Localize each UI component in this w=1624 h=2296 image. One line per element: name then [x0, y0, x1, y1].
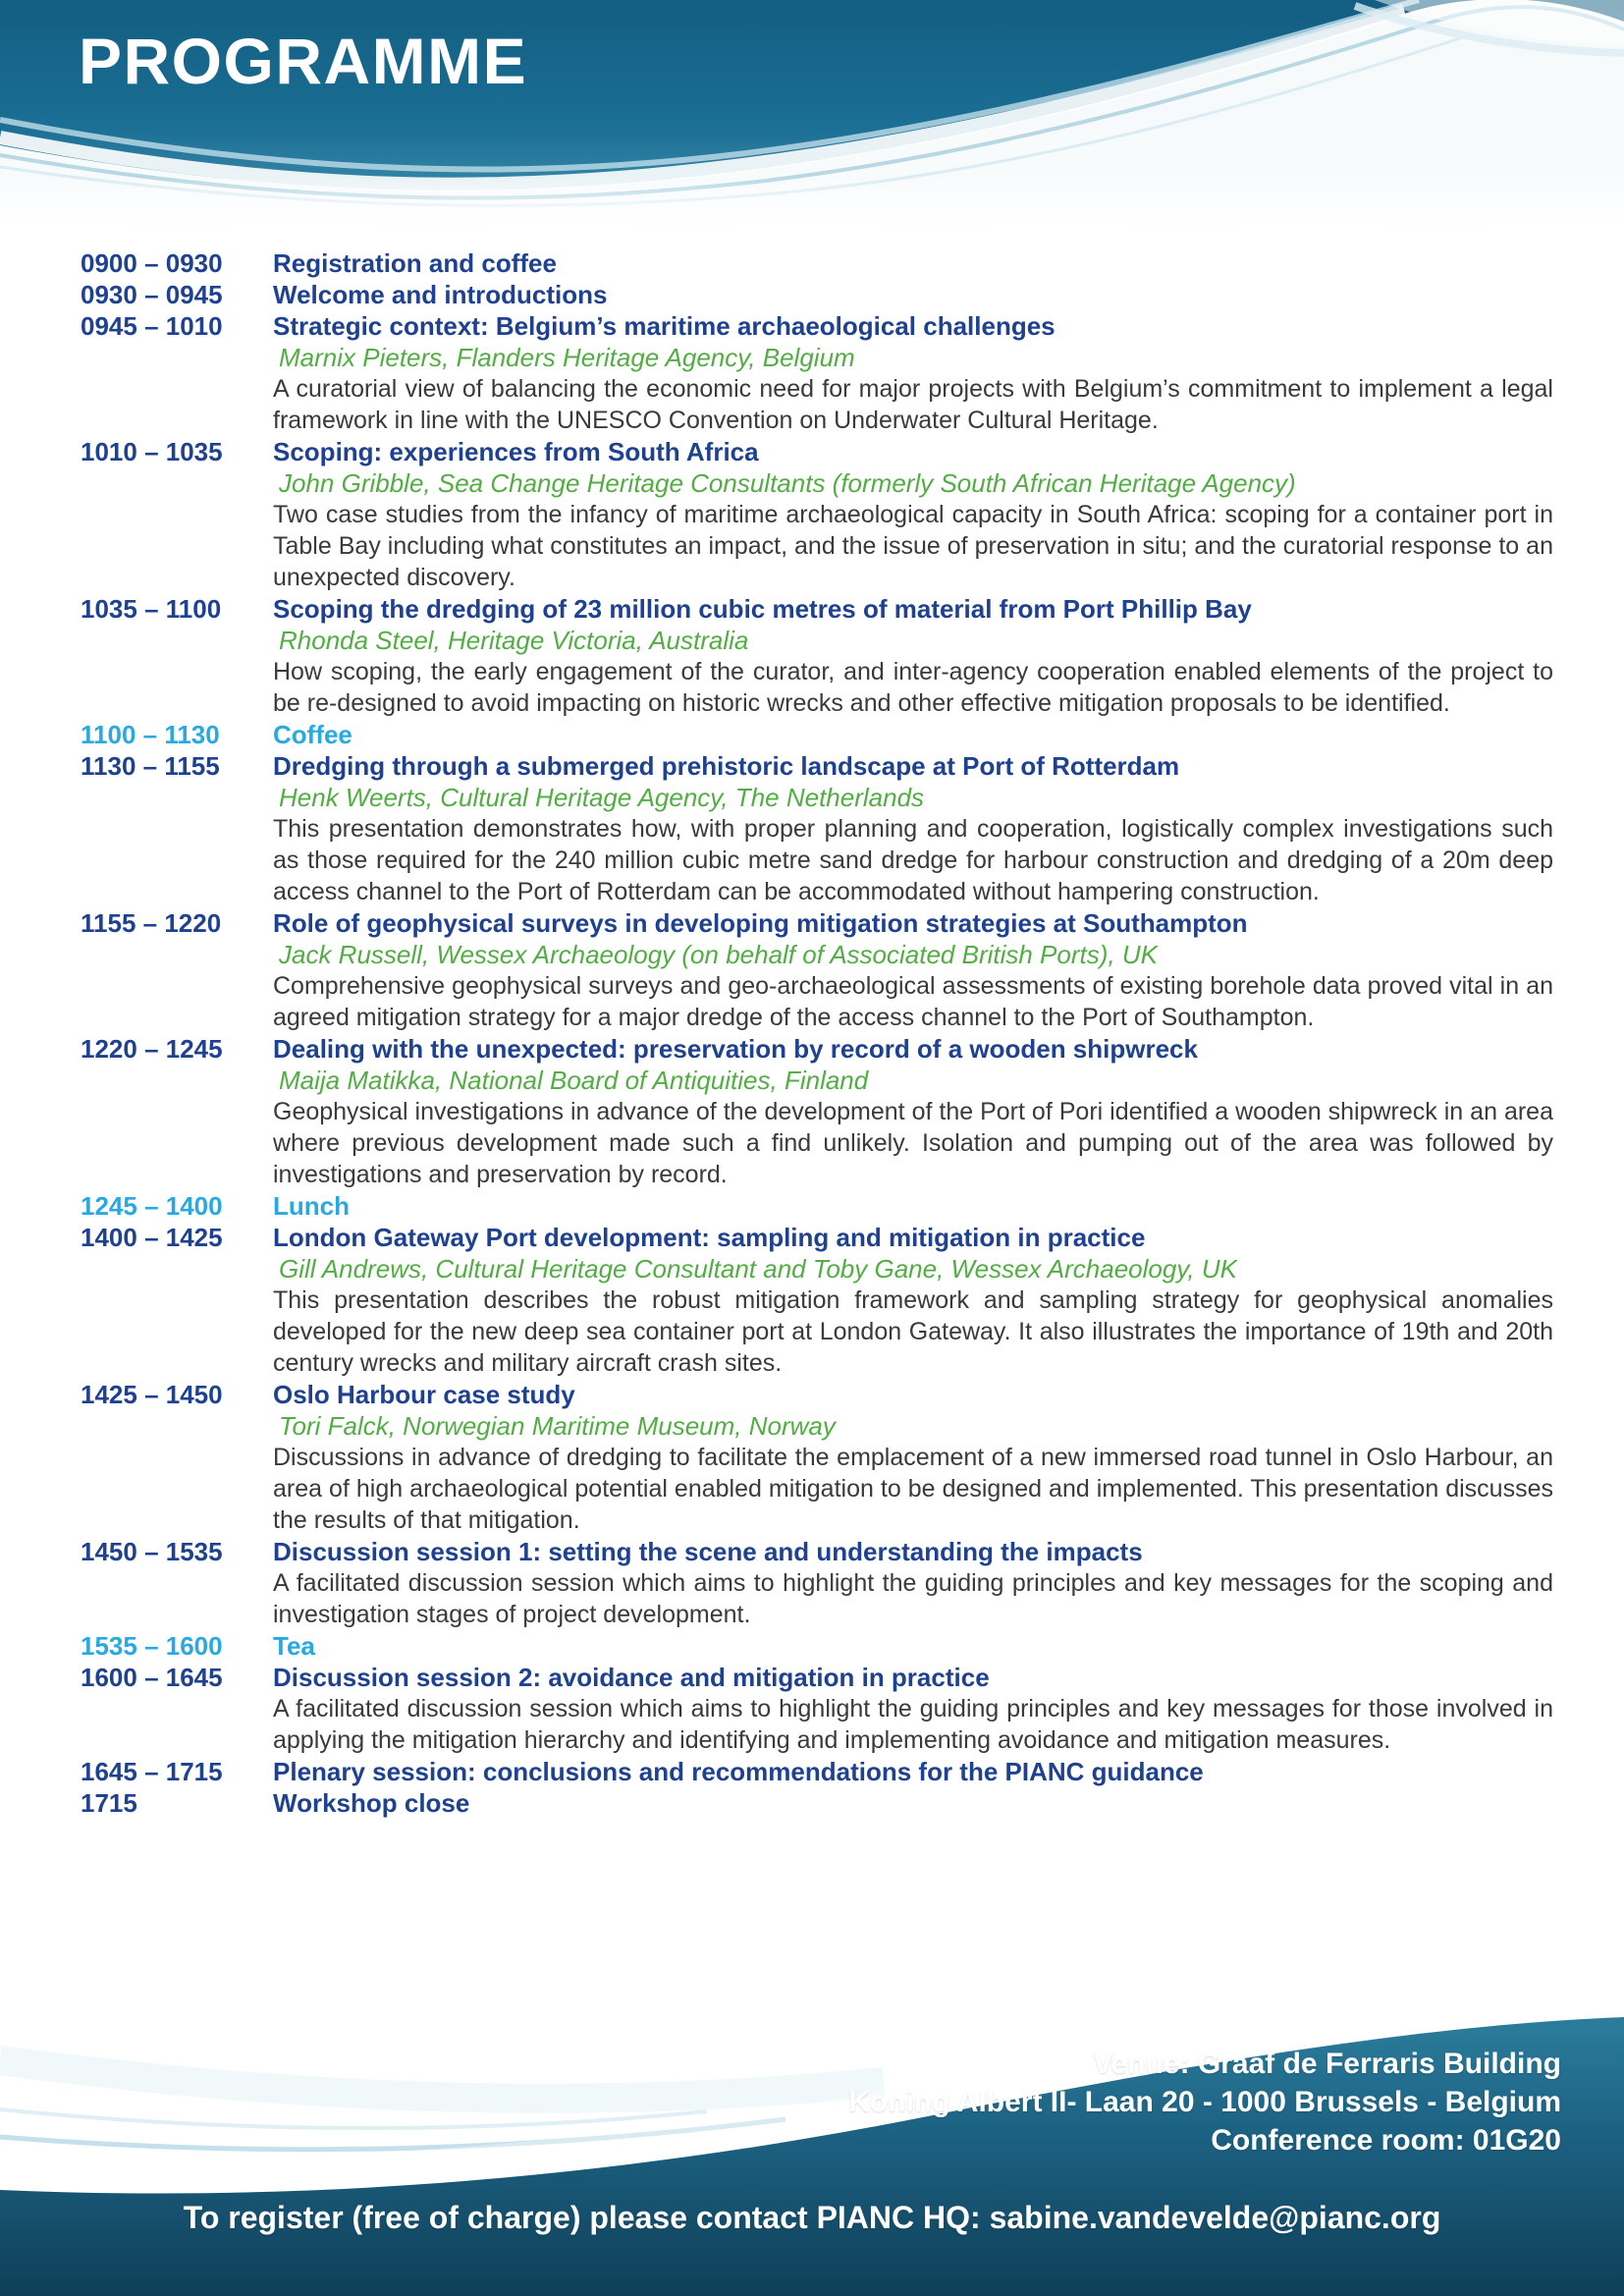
venue-address: Koning Albert II- Laan 20 - 1000 Brussels - Belgium	[848, 2086, 1561, 2118]
session-time: 1100 – 1130	[81, 720, 220, 749]
session-body	[273, 310, 1553, 436]
session-title: Lunch	[273, 1191, 350, 1221]
session-body	[273, 719, 1553, 750]
venue-room: Conference room: 01G20	[1211, 2124, 1561, 2157]
session-body	[273, 1662, 1553, 1756]
session-title: Strategic context: Belgium’s maritime archaeological challenges	[273, 311, 1056, 341]
session-title: Dredging through a submerged prehistoric landscape at Port of Rotterdam	[273, 751, 1180, 781]
session-time: 0930 – 0945	[81, 280, 223, 309]
session-time: 1400 – 1425	[81, 1223, 223, 1252]
session-row	[81, 750, 1553, 907]
session-row	[81, 1662, 1553, 1756]
session-row	[81, 1379, 1553, 1536]
session-time: 1535 – 1600	[81, 1631, 223, 1661]
session-title: Scoping: experiences from South Africa	[273, 437, 759, 466]
session-title: Scoping the dredging of 23 million cubic metres of material from Port Phillip Bay	[273, 594, 1252, 624]
session-row	[81, 719, 1553, 750]
session-time: 1245 – 1400	[81, 1191, 223, 1221]
session-description: Geophysical investigations in advance of the development of the Port of Pori identified a wooden shipwreck in an area where previous development made such a find unlikely. Isolation and pumping out of the area was followed by investigations and preservation by record.	[273, 1098, 1553, 1188]
session-body	[273, 907, 1553, 1033]
session-time: 1425 – 1450	[81, 1380, 223, 1409]
session-title: Workshop close	[273, 1788, 470, 1818]
schedule-list	[81, 247, 1553, 1819]
speaker-name: Marnix Pieters, Flanders Heritage Agency, Belgium	[279, 343, 855, 372]
speaker-name: Tori Falck, Norwegian Maritime Museum, Norway	[279, 1411, 836, 1441]
session-time: 1645 – 1715	[81, 1757, 223, 1786]
session-description: A facilitated discussion session which aims to highlight the guiding principles and key messages for the scoping and investigation stages of project development.	[273, 1569, 1553, 1628]
session-title: Oslo Harbour case study	[273, 1380, 575, 1409]
session-body	[273, 1033, 1553, 1190]
session-row	[81, 436, 1553, 593]
session-row	[81, 1033, 1553, 1190]
session-description: How scoping, the early engagement of the curator, and inter-agency cooperation enabled elements of the project to be re-designed to avoid impacting on historic wrecks and other effective mitigation proposals to be identified.	[273, 658, 1553, 717]
session-description: Discussions in advance of dredging to facilitate the emplacement of a new immersed road tunnel in Oslo Harbour, an area of high archaeological potential enabled mitigation to be designed and implemented. This presentation discusses the results of that mitigation.	[273, 1444, 1553, 1534]
session-row	[81, 1630, 1553, 1662]
session-row	[81, 1756, 1553, 1787]
session-title: London Gateway Port development: sampling and mitigation in practice	[273, 1223, 1146, 1252]
session-description: A facilitated discussion session which aims to highlight the guiding principles and key messages for those involved in applying the mitigation hierarchy and identifying and implementing avoidance and mitigation measures.	[273, 1695, 1553, 1754]
session-time: 1130 – 1155	[81, 751, 220, 781]
session-body	[273, 1630, 1553, 1662]
session-body	[273, 247, 1553, 279]
session-body	[273, 1379, 1553, 1536]
session-time: 1450 – 1535	[81, 1537, 223, 1566]
venue-name: Venue: Graaf de Ferraris Building	[1093, 2048, 1561, 2080]
session-title: Discussion session 2: avoidance and mitigation in practice	[273, 1663, 990, 1692]
session-time: 0945 – 1010	[81, 311, 223, 341]
session-time: 0900 – 0930	[81, 248, 223, 278]
session-title: Registration and coffee	[273, 248, 557, 278]
session-title: Welcome and introductions	[273, 280, 608, 309]
session-description: This presentation demonstrates how, with proper planning and cooperation, logistically complex investigations such as those required for the 240 million cubic metre sand dredge for harbour construction and dredging of a 20m deep access channel to the Port of Rotterdam can be accommodated without hampering construction.	[273, 815, 1553, 905]
session-body	[273, 750, 1553, 907]
footer-banner	[0, 1942, 1624, 2296]
session-time: 1715	[81, 1788, 137, 1818]
session-title: Coffee	[273, 720, 352, 749]
session-title: Discussion session 1: setting the scene and understanding the impacts	[273, 1537, 1143, 1566]
speaker-name: John Gribble, Sea Change Heritage Consultants (formerly South African Heritage Agency)	[279, 468, 1296, 498]
speaker-name: Gill Andrews, Cultural Heritage Consultant and Toby Gane, Wessex Archaeology, UK	[279, 1254, 1237, 1284]
session-description: This presentation describes the robust mitigation framework and sampling strategy for geophysical anomalies developed for the new deep sea container port at London Gateway. It also illustrates the importance of 19th and 20th century wrecks and military aircraft crash sites.	[273, 1286, 1553, 1377]
session-row	[81, 1536, 1553, 1630]
header-banner	[0, 0, 1624, 228]
session-time: 1600 – 1645	[81, 1663, 223, 1692]
speaker-name: Jack Russell, Wessex Archaeology (on behalf of Associated British Ports), UK	[279, 940, 1158, 969]
session-body	[273, 593, 1553, 719]
session-body	[273, 1190, 1553, 1222]
session-title: Dealing with the unexpected: preservation by record of a wooden shipwreck	[273, 1034, 1198, 1064]
session-title: Tea	[273, 1631, 315, 1661]
speaker-name: Rhonda Steel, Heritage Victoria, Australia	[279, 626, 749, 655]
session-body	[273, 1222, 1553, 1379]
session-body	[273, 436, 1553, 593]
session-time: 1035 – 1100	[81, 594, 222, 624]
session-row	[81, 593, 1553, 719]
session-row	[81, 1190, 1553, 1222]
session-row	[81, 279, 1553, 310]
session-time: 1220 – 1245	[81, 1034, 223, 1064]
session-body	[273, 1536, 1553, 1630]
venue-block	[848, 2045, 1561, 2159]
session-row	[81, 907, 1553, 1033]
speaker-name: Maija Matikka, National Board of Antiquities, Finland	[279, 1066, 869, 1095]
session-body	[273, 1787, 1553, 1819]
session-row	[81, 310, 1553, 436]
session-title: Plenary session: conclusions and recommendations for the PIANC guidance	[273, 1757, 1204, 1786]
session-body	[273, 1756, 1553, 1787]
session-description: Two case studies from the infancy of maritime archaeological capacity in South Africa: scoping for a container port in Table Bay including what constitutes an impact, and the issue of preservation in situ; and the curatorial response to an unexpected discovery.	[273, 501, 1553, 591]
session-time: 1155 – 1220	[81, 908, 222, 938]
session-row	[81, 1222, 1553, 1379]
session-description: Comprehensive geophysical surveys and geo-archaeological assessments of existing borehole data proved vital in an agreed mitigation strategy for a major dredge of the access channel to the Port of Southampton.	[273, 972, 1553, 1031]
speaker-name: Henk Weerts, Cultural Heritage Agency, The Netherlands	[279, 783, 925, 812]
page-title: PROGRAMME	[79, 25, 528, 97]
session-title: Role of geophysical surveys in developing mitigation strategies at Southampton	[273, 908, 1248, 938]
session-time: 1010 – 1035	[81, 437, 223, 466]
registration-contact: To register (free of charge) please contact PIANC HQ: sabine.vandevelde@pianc.org	[183, 2200, 1441, 2235]
session-row	[81, 247, 1553, 279]
session-body	[273, 279, 1553, 310]
session-row	[81, 1787, 1553, 1819]
session-description: A curatorial view of balancing the economic need for major projects with Belgium’s commitment to implement a legal framework in line with the UNESCO Convention on Underwater Cultural Heritage.	[273, 375, 1553, 434]
